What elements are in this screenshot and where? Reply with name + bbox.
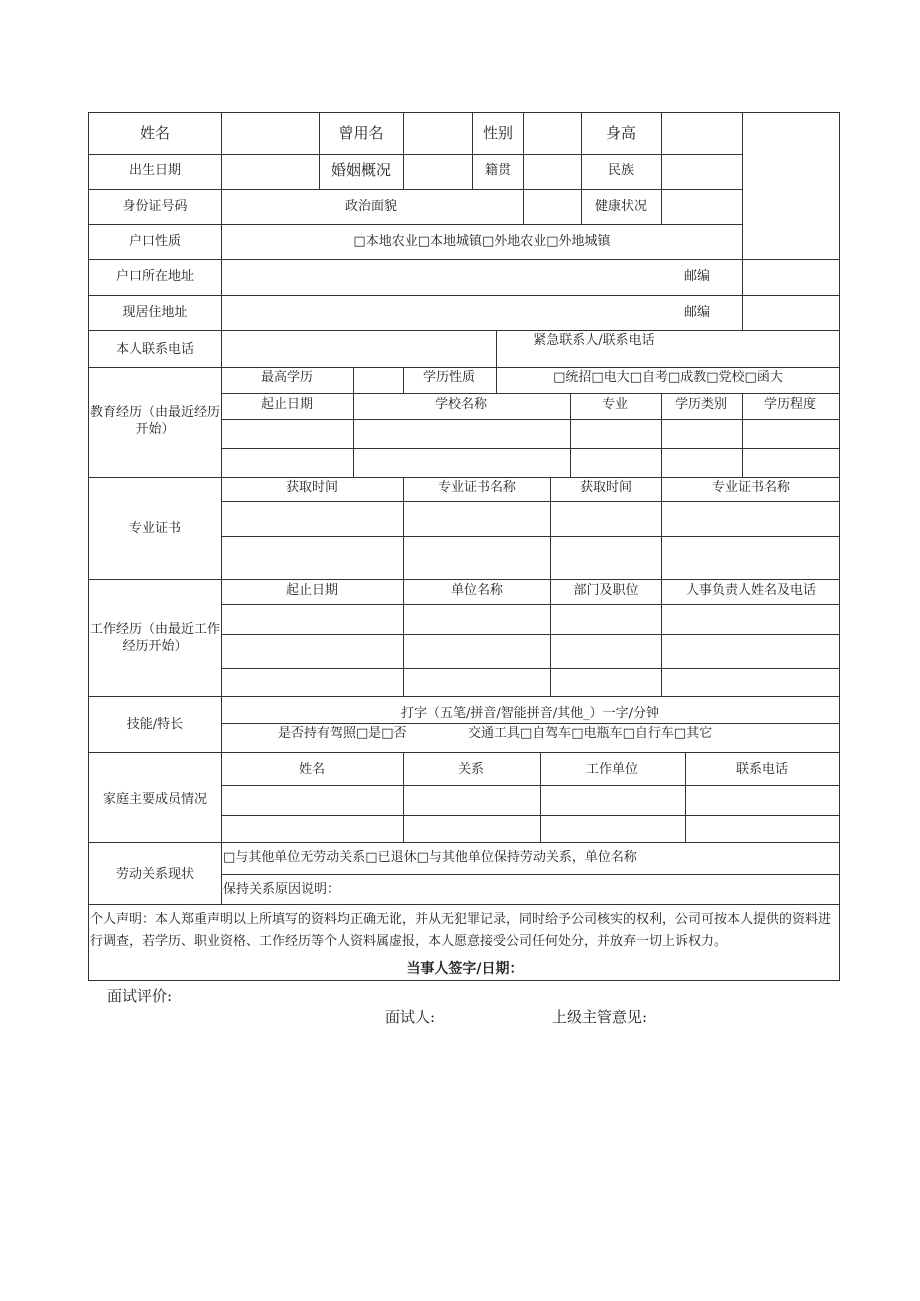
id-number-label: 身份证号码 (122, 199, 188, 214)
native-place-field[interactable] (524, 155, 580, 189)
height-label: 身高 (605, 124, 637, 142)
hukou-type-label: 户口性质 (128, 234, 182, 249)
edu-header: 学历程度 (763, 397, 817, 412)
photo-area[interactable] (743, 113, 839, 259)
edu-header: 学历类别 (674, 397, 728, 412)
family-header: 联系电话 (735, 762, 789, 777)
labor-reason[interactable]: 保持关系原因说明： (223, 882, 341, 897)
work-header: 单位名称 (450, 583, 504, 598)
family-header: 姓名 (298, 762, 326, 777)
name-label: 姓名 (139, 124, 171, 142)
edu-nature-options[interactable]: □统招□电大□自考□成教□党校□函大 (553, 370, 783, 385)
health-label: 健康状况 (594, 199, 648, 214)
work-section-label: 工作经历（由最近工作经历开始） (90, 622, 221, 654)
labor-section-label: 劳动关系现状 (115, 867, 195, 882)
hukou-zip-label: 邮编 (684, 269, 711, 284)
hukou-zip-field[interactable] (743, 260, 839, 295)
phone-label: 本人联系电话 (115, 342, 195, 357)
family-header: 关系 (457, 762, 485, 777)
education-section-label: 教育经历（由最近经历开始） (90, 405, 221, 437)
gender-label: 性别 (482, 124, 514, 142)
birth-date-label: 出生日期 (128, 163, 182, 178)
name-field[interactable] (222, 113, 318, 154)
cert-header: 获取时间 (579, 480, 633, 495)
transport-options[interactable]: 交通工具□自驾车□电瓶车□自行车□其它 (468, 726, 713, 741)
supervisor-opinion-label: 上级主管意见: (552, 1008, 648, 1026)
former-name-field[interactable] (404, 113, 471, 154)
interviewer-label: 面试人: (385, 1008, 436, 1026)
labor-options[interactable]: □与其他单位无劳动关系□已退休□与其他单位保持劳动关系，单位名称 (223, 850, 637, 865)
family-header: 工作单位 (585, 762, 639, 777)
cert-header: 专业证书名称 (437, 480, 517, 495)
edu-nature-label: 学历性质 (422, 370, 476, 385)
height-field[interactable] (662, 113, 741, 154)
family-section-label: 家庭主要成员情况 (102, 792, 208, 807)
work-header: 人事负责人姓名及电话 (685, 583, 817, 598)
personal-declaration: 个人声明：本人郑重声明以上所填写的资料均正确无讹，并从无犯罪记录，同时给予公司核实的权利，公司可按本人提供的资料进行调查，若学历、职业资格、工作经历等个人资料属虚报，本人愿意接受公司任何处分，并放弃一切上诉权力。 (90, 912, 832, 949)
residence-address-field[interactable] (222, 296, 672, 330)
highest-edu-label: 最高学历 (260, 370, 314, 385)
residence-zip-label: 邮编 (684, 305, 711, 320)
certificates-section-label: 专业证书 (128, 521, 182, 536)
hukou-address-field[interactable] (222, 260, 672, 295)
edu-entry-row[interactable] (222, 449, 839, 477)
edu-entry-row[interactable] (222, 420, 839, 448)
family-entry-row[interactable] (222, 816, 839, 842)
ethnicity-field[interactable] (662, 155, 741, 189)
signature-date-label[interactable]: 当事人签字/日期： (406, 961, 524, 977)
hukou-address-label: 户口所在地址 (115, 269, 195, 284)
highest-edu-field[interactable] (354, 368, 402, 393)
work-entry-row[interactable] (222, 635, 839, 668)
phone-field[interactable] (222, 331, 495, 367)
family-entry-row[interactable] (222, 786, 839, 815)
cert-header: 获取时间 (285, 480, 339, 495)
ethnicity-label: 民族 (607, 163, 635, 178)
work-header: 起止日期 (285, 583, 339, 598)
work-header: 部门及职位 (573, 583, 639, 598)
health-field[interactable] (662, 190, 741, 224)
interview-evaluation-label: 面试评价: (107, 987, 173, 1005)
typing-skill[interactable]: 打字（五笔/拼音/智能拼音/其他_）一字/分钟 (400, 706, 660, 721)
cert-header: 专业证书名称 (711, 480, 791, 495)
work-entry-row[interactable] (222, 669, 839, 696)
native-place-label: 籍贯 (484, 163, 512, 178)
birth-date-field[interactable] (222, 155, 318, 189)
driver-license-options[interactable]: 是否持有驾照□是□否 (278, 726, 407, 741)
edu-header: 起止日期 (260, 397, 314, 412)
political-label: 政治面貌 (344, 199, 398, 214)
edu-header: 专业 (601, 397, 629, 412)
emergency-contact-label: 紧急联系人/联系电话 (533, 333, 655, 348)
residence-address-label: 现居住地址 (122, 305, 188, 320)
cert-entry-row[interactable] (222, 537, 839, 579)
political-field[interactable] (524, 190, 580, 224)
residence-zip-field[interactable] (743, 296, 839, 330)
edu-header: 学校名称 (434, 397, 488, 412)
hukou-type-options[interactable]: □本地农业□本地城镇□外地农业□外地城镇 (353, 234, 611, 249)
cert-entry-row[interactable] (222, 502, 839, 536)
skills-section-label: 技能/特长 (126, 717, 184, 732)
gender-field[interactable] (524, 113, 580, 154)
former-name-label: 曾用名 (338, 124, 384, 142)
marital-label: 婚姻概况 (330, 161, 392, 179)
marital-field[interactable] (404, 155, 471, 189)
work-entry-row[interactable] (222, 605, 839, 634)
